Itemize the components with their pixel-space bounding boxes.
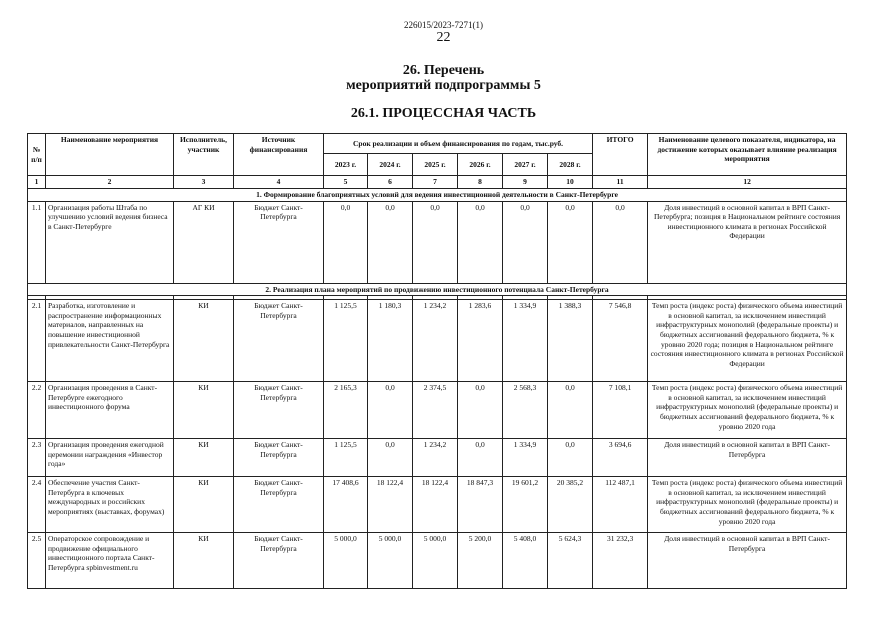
target-indicator: Доля инвестиций в основной капитал в ВРП Санкт-Петербурга; позиция в Национальном рейтинге состояния инвестиционного климата в регионах Российской Федерации [648,201,847,283]
measure-name: Организация проведения ежегодной церемонии награждения «Инвестор года» [46,439,174,477]
section-1-title: 1. Формирование благоприятных условий для ведения инвестиционной деятельности в Санкт-Петербурге [28,189,847,202]
column-number: 10 [548,176,593,189]
year-header: 2024 г. [368,154,413,176]
year-value: 0,0 [368,382,413,439]
col-period-header: Срок реализации и объем финансирования по годам, тыс.руб. [324,134,593,154]
year-value: 1 234,2 [413,439,458,477]
year-header: 2023 г. [324,154,368,176]
table-row [28,477,847,533]
year-value: 5 200,0 [458,533,503,589]
total-value: 7 546,8 [593,300,648,382]
total-value: 0,0 [593,201,648,283]
year-value: 1 234,2 [413,300,458,382]
col-indicator-header: Наименование целевого показателя, индикатора, на достижение которых оказывает влияние реализация мероприятия [648,134,847,176]
year-value: 18 847,3 [458,477,503,533]
year-value: 1 180,3 [368,300,413,382]
column-number: 1 [28,176,46,189]
table-row [28,439,847,477]
measure-name: Обеспечение участия Санкт-Петербурга в ключевых международных и российских мероприятиях (выставках, форумах) [46,477,174,533]
target-indicator: Темп роста (индекс роста) физического объема инвестиций в основной капитал, за исключением инвестиций инфраструктурных монополий (федеральные проекты) и бюджетных ассигнований федерального бюджета, % к уровню 2020 года [648,382,847,439]
measure-name: Разработка, изготовление и распространение информационных материалов, направленных на повышение инвестиционной привлекательности Санкт-Петербурга [46,300,174,382]
year-value: 1 334,9 [503,300,548,382]
target-indicator: Доля инвестиций в основной капитал в ВРП Санкт-Петербурга [648,533,847,589]
column-number: 6 [368,176,413,189]
total-value: 7 108,1 [593,382,648,439]
year-value: 2 374,5 [413,382,458,439]
target-indicator: Темп роста (индекс роста) физического объема инвестиций в основной капитал, за исключением инвестиций инфраструктурных монополий (федеральные проекты) и бюджетных ассигнований федерального бюджета, % к уровню 2020 года; позиция в Национальном рейтинге состояния инвестиционного климата в регионах Российской Федерации [648,300,847,382]
executor: КИ [174,300,234,382]
year-value: 0,0 [368,201,413,283]
column-number: 8 [458,176,503,189]
year-value: 5 624,3 [548,533,593,589]
row-number: 2.3 [28,439,46,477]
row-number: 1.1 [28,201,46,283]
year-value: 1 283,6 [458,300,503,382]
column-number: 9 [503,176,548,189]
year-header: 2025 г. [413,154,458,176]
row-number: 2.5 [28,533,46,589]
year-value: 0,0 [413,201,458,283]
col-total-header: ИТОГО [593,134,648,176]
funding-source: Бюджет Санкт-Петербурга [234,201,324,283]
year-value: 0,0 [548,201,593,283]
column-number: 3 [174,176,234,189]
executor: КИ [174,382,234,439]
table-row [28,533,847,589]
year-value: 18 122,4 [413,477,458,533]
column-number: 12 [648,176,847,189]
section-row [28,283,847,296]
col-executor-header: Исполнитель, участник [174,134,234,176]
year-value: 2 165,3 [324,382,368,439]
funding-source: Бюджет Санкт-Петербурга [234,533,324,589]
year-value: 20 385,2 [548,477,593,533]
measure-name: Операторское сопровождение и продвижение официального инвестиционного портала Санкт-Петербурга spbinvestment.ru [46,533,174,589]
funding-source: Бюджет Санкт-Петербурга [234,382,324,439]
year-value: 1 334,9 [503,439,548,477]
column-number: 11 [593,176,648,189]
year-header: 2027 г. [503,154,548,176]
executor: КИ [174,439,234,477]
year-value: 1 388,3 [548,300,593,382]
year-value: 5 408,0 [503,533,548,589]
target-indicator: Доля инвестиций в основной капитал в ВРП Санкт-Петербурга [648,439,847,477]
year-value: 17 408,6 [324,477,368,533]
funding-source: Бюджет Санкт-Петербурга [234,439,324,477]
year-value: 18 122,4 [368,477,413,533]
row-number: 2.1 [28,300,46,382]
year-header: 2028 г. [548,154,593,176]
year-value: 0,0 [324,201,368,283]
measures-table [27,133,847,589]
section-2-title: 2. Реализация плана мероприятий по продвижению инвестиционного потенциала Санкт-Петербурга [28,283,847,296]
year-value: 19 601,2 [503,477,548,533]
column-number: 4 [234,176,324,189]
page-number: 22 [436,30,451,45]
year-value: 0,0 [458,439,503,477]
measure-name: Организация проведения в Санкт-Петербурге ежегодного инвестиционного форума [46,382,174,439]
col-name-header: Наименование мероприятия [46,134,174,176]
measure-name: Организация работы Штаба по улучшению условий ведения бизнеса в Санкт-Петербурге [46,201,174,283]
executor: АГ КИ [174,201,234,283]
column-number: 5 [324,176,368,189]
year-value: 0,0 [548,439,593,477]
funding-source: Бюджет Санкт-Петербурга [234,300,324,382]
document-number: 226015/2023-7271(1) [404,20,483,30]
funding-source: Бюджет Санкт-Петербурга [234,477,324,533]
total-value: 31 232,3 [593,533,648,589]
year-value: 0,0 [368,439,413,477]
year-value: 0,0 [458,382,503,439]
year-header: 2026 г. [458,154,503,176]
executor: КИ [174,533,234,589]
total-value: 3 694,6 [593,439,648,477]
column-number: 2 [46,176,174,189]
year-value: 0,0 [503,201,548,283]
page-title: 26. Перечень [402,63,485,78]
section-row [28,189,847,202]
row-number: 2.4 [28,477,46,533]
table-row [28,382,847,439]
year-value: 5 000,0 [324,533,368,589]
row-number: 2.2 [28,382,46,439]
year-value: 1 125,5 [324,300,368,382]
year-value: 5 000,0 [368,533,413,589]
year-value: 2 568,3 [503,382,548,439]
page-title-line2: мероприятий подпрограммы 5 [346,78,541,93]
column-number: 7 [413,176,458,189]
target-indicator: Темп роста (индекс роста) физического объема инвестиций в основной капитал, за исключением инвестиций инфраструктурных монополий (федеральные проекты) и бюджетных ассигнований федерального бюджета, % к уровню 2020 года [648,477,847,533]
col-num-header: № п/п [28,134,46,176]
year-value: 1 125,5 [324,439,368,477]
total-value: 112 487,1 [593,477,648,533]
section-subtitle: 26.1. ПРОЦЕССНАЯ ЧАСТЬ [350,106,537,121]
col-source-header: Источник финансирования [234,134,324,176]
year-value: 0,0 [548,382,593,439]
year-value: 0,0 [458,201,503,283]
table-row [28,300,847,382]
table-row [28,201,847,283]
year-value: 5 000,0 [413,533,458,589]
executor: КИ [174,477,234,533]
